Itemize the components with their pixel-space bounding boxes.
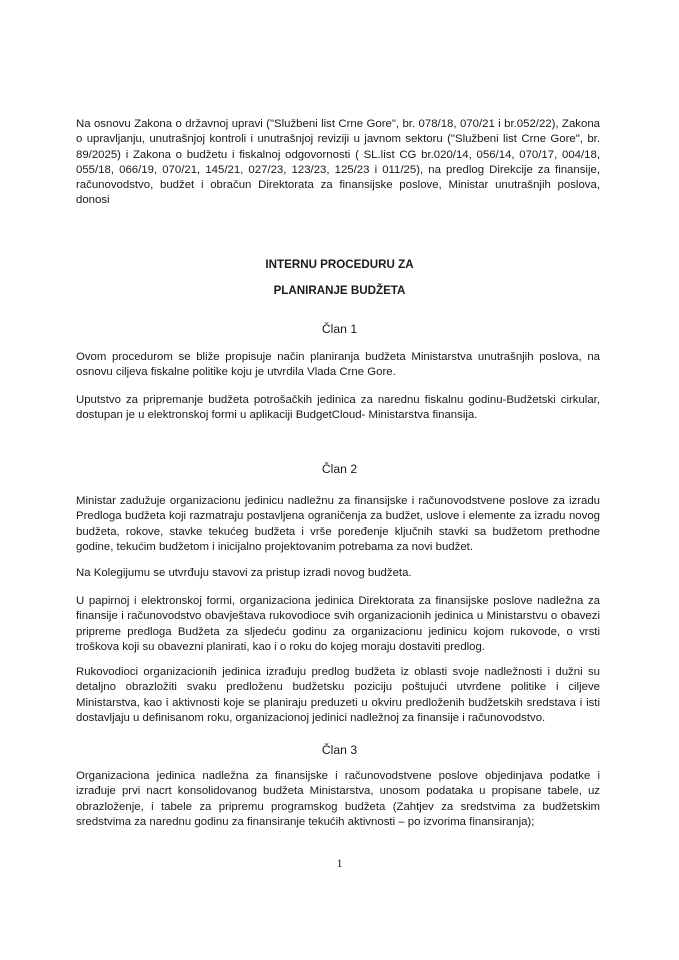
article-2-heading: Član 2 (321, 462, 358, 476)
document-title-line-2: PLANIRANJE BUDŽETA (273, 284, 406, 297)
article-2-paragraph-2: Na Kolegijumu se utvrđuju stavovi za pristup izradi novog budžeta. (76, 567, 412, 579)
document-title-line-1: INTERNU PROCEDURU ZA (265, 258, 414, 271)
article-1-heading: Član 1 (321, 322, 358, 336)
article-2-paragraph-1: Ministar zadužuje organizacionu jedinicu nadležnu za finansijske i računovodstvene poslove za izradu Predloga budžeta koji razmatraju postavljena ograničenja za budžet, uslove i elemente za izradu novog budžeta, rokove, stavke tekućeg budžeta i vrše poređenje ključnih stavki sa budžetom prethodne godine, tekućim budžetom i inicijalno projektovanim potrebama za novi budžet. (76, 495, 600, 553)
preamble-paragraph: Na osnovu Zakona o državnoj upravi ("Službeni list Crne Gore", br. 078/18, 070/21 i br.052/22), Zakona o upravljanju, unutrašnjoj kontroli i unutrašnjoj reviziji u javnom sektoru ("Službeni list Crne Gore", br. 89/2025) i Zakona o budžetu i fiskalnoj odgovornosti ( SL.list CG br.020/14, 056/14, 070/17, 004/18, 055/18, 066/19, 070/21, 145/21, 027/23, 123/23, 125/23 i 011/25), na predlog Direkcije za finansije, računovodstvo, budžet i obračun Direktorata za finansijske poslove, Ministar unutrašnjih poslova, donosi (76, 118, 600, 207)
page-number: 1 (336, 856, 343, 870)
article-3-heading: Član 3 (321, 743, 358, 757)
article-3-paragraph-1: Organizaciona jedinica nadležna za finansijske i računovodstvene poslove objedinjava podatke i izrađuje prvi nacrt konsolidovanog budžeta Ministarstva, unosom podataka u propisane tabele, uz obrazloženje, i tabele za pripremu programskog budžeta (Zahtjev za sredstvima za budžetskim sredstvima za narednu godinu za finansiranje tekućih aktivnosti – po izvorima finansiranja); (76, 770, 600, 828)
article-2-paragraph-3: U papirnoj i elektronskoj formi, organizaciona jedinica Direktorata za finansijske poslove nadležna za finansije i računovodstvo obavještava rukovodioce svih organizacionih jedinica u Ministarstvu o obavezi pripreme predloga Budžeta za sljedeću godinu za organizacionu jedinicu kojom rukovode, o vrsti troškova koji su obavezni planirati, kao i o roku do kojeg moraju dostaviti predlog. (76, 595, 600, 653)
article-2-paragraph-4: Rukovodioci organizacionih jedinica izrađuju predlog budžeta iz oblasti svoje nadležnosti i dužni su detaljno obrazložiti svaku predloženu budžetsku poziciju poštujući utvrđene politike i ciljeve Ministarstva, kao i aktivnosti koje se planiraju preduzeti u okviru predloženih budžetskih sredstava i isti dostavljaju u definisanom roku, organizacionoj jedinici nadležnoj za finansije i računovodstvo. (76, 666, 600, 724)
article-1-paragraph-1: Ovom procedurom se bliže propisuje način planiranja budžeta Ministarstva unutrašnjih poslova, na osnovu ciljeva fiskalne politike koju je utvrdila Vlada Crne Gore. (76, 351, 600, 379)
article-1-paragraph-2: Uputstvo za pripremanje budžeta potrošačkih jedinica za narednu fiskalnu godinu-Budžetski cirkular, dostupan je u elektronskoj formi u aplikaciji BudgetCloud- Ministarstva finansija. (76, 394, 600, 422)
